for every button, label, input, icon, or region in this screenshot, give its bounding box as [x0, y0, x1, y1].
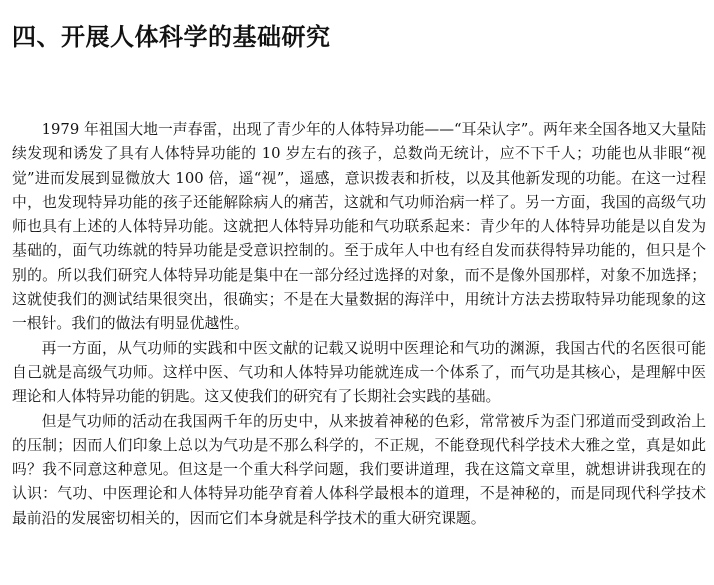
paragraph-2: 再一方面，从气功师的实践和中医文献的记载又说明中医理论和气功的渊源，我国古代的名医很可能自己就是高级气功师。这样中医、气功和人体特异功能就连成一个体系了，而气功是其核心，是理解中医理论和人体特异功能的钥匙。这又使我们的研究有了长期社会实践的基础。	[12, 339, 706, 406]
paragraph-1: 1979 年祖国大地一声春雷，出现了青少年的人体特异功能——“耳朵认字”。两年来全国各地又大量陆续发现和诱发了具有人体特异功能的 10 岁左右的孩子，总数尚无统计，应不下千人；功能也从非眼“视觉”进而发展到显微放大 100 倍，遥“视”，遥感，意识拨表和折枝，以及其他新发现的功能。在这一过程中，也发现特异功能的孩子还能解除病人的痛苦，这就和气功师治病一样了。另一方面，我国的高级气功师也具有上述的人体特异功能。这就把人体特异功能和气功联系起来：青少年的人体特异功能是以自发为基础的，面气功练就的特异功能是受意识控制的。至于成年人中也有经自发而获得特异功能的，但只是个别的。所以我们研究人体特异功能是集中在一部分经过选择的对象，而不是像外国那样，对象不加选择；这就使我们的测试结果很突出，很确实；不是在大量数据的海洋中，用统计方法去捞取特异功能现象的这一根针。我们的做法有明显优越性。	[12, 121, 706, 333]
section-heading: 四、开展人体科学的基础研究	[12, 23, 331, 51]
paragraph-3: 但是气功师的活动在我国两千年的历史中，从来披着神秘的色彩，常常被斥为歪门邪道而受到政治上的压制；因而人们印象上总以为气功是不那么科学的，不正规，不能登现代科学技术大雅之堂，真是如此吗？我不同意这种意见。但这是一个重大科学问题，我们要讲道理，我在这篇文章里，就想讲讲我现在的认识：气功、中医理论和人体特异功能孕育着人体科学最根本的道理，不是神秘的，而是同现代科学技术最前沿的发展密切相关的，因而它们本身就是科学技术的重大研究课题。	[12, 412, 706, 527]
body-text	[12, 118, 706, 531]
